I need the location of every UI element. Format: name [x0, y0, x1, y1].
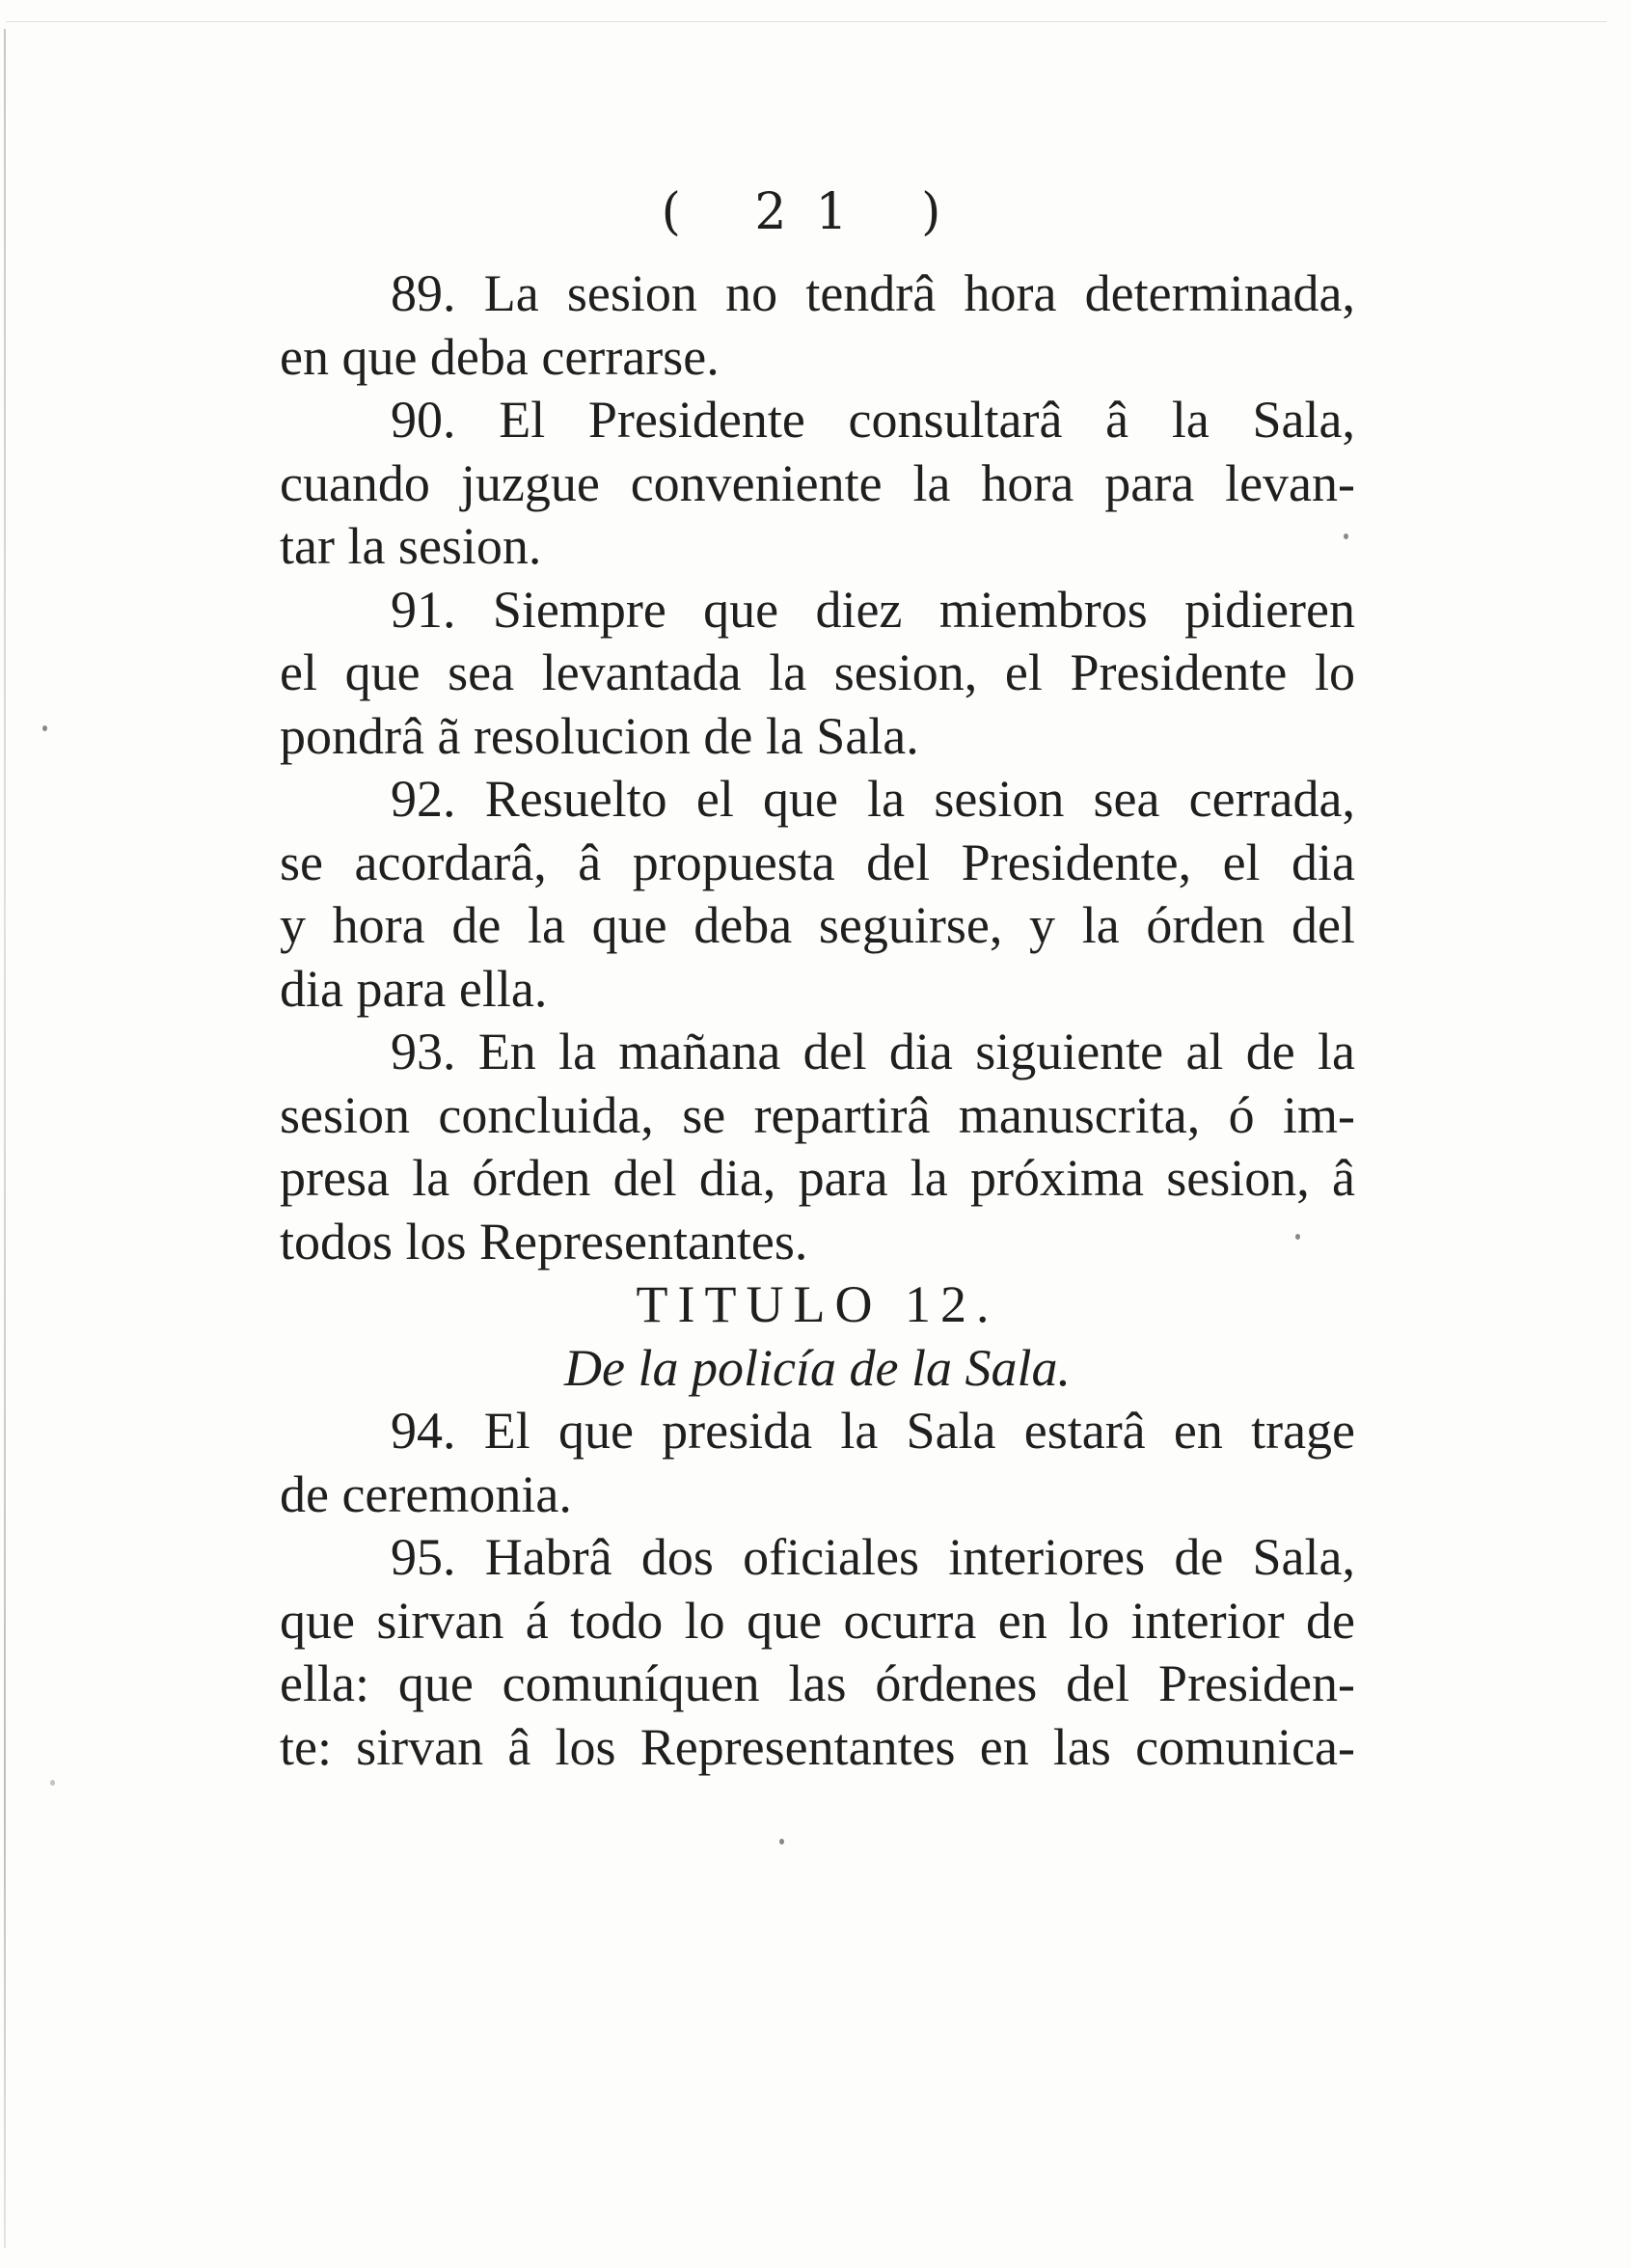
text-line: el que sea levantada la sesion, el Presidente lo — [280, 643, 1355, 701]
text-line: 95. Habrâ dos oficiales interiores de Sala, — [391, 1528, 1355, 1586]
text-line: 89. La sesion no tendrâ hora determinada, — [391, 264, 1355, 322]
text-line: tar la sesion. — [280, 517, 542, 575]
text-line: de ceremonia. — [280, 1464, 572, 1523]
text-line: y hora de la que deba seguirse, y la órden del — [280, 896, 1355, 954]
page-number: ( 21 ) — [661, 183, 970, 241]
ink-speck — [50, 1780, 55, 1786]
ink-speck — [42, 725, 47, 731]
text-line: TITULO 12. — [636, 1275, 999, 1333]
page-edge-top — [6, 21, 1607, 22]
text-line: dia para ella. — [280, 959, 548, 1018]
text-line: presa la órden del dia, para la próxima sesion, â — [280, 1149, 1355, 1207]
text-line: cuando juzgue conveniente la hora para levan- — [280, 453, 1355, 512]
text-line: 91. Siempre que diez miembros pidieren — [391, 580, 1355, 639]
text-line: todos los Representantes. — [280, 1212, 808, 1271]
ink-speck — [1344, 533, 1348, 539]
text-line: en que deba cerrarse. — [280, 327, 720, 386]
ink-speck — [779, 1839, 784, 1844]
text-line: 92. Resuelto el que la sesion sea cerrada, — [391, 770, 1355, 828]
text-line: que sirvan á todo lo que ocurra en lo interior de — [280, 1591, 1355, 1650]
text-line: pondrâ ã resolucion de la Sala. — [280, 706, 919, 765]
text-line: 94. El que presida la Sala estarâ en trage — [391, 1402, 1355, 1460]
ink-speck — [1295, 1234, 1300, 1240]
page-edge-left — [4, 29, 6, 2248]
text-line: sesion concluida, se repartirâ manuscrita, ó im- — [280, 1085, 1355, 1144]
text-line: De la policía de la Sala. — [564, 1338, 1071, 1397]
text-line: ella: que comuníquen las órdenes del Presiden- — [280, 1654, 1355, 1712]
text-body — [280, 262, 1355, 1779]
text-line: 93. En la mañana del dia siguiente al de la — [391, 1023, 1355, 1080]
text-line: te: sirvan â los Representantes en las comunica- — [280, 1717, 1355, 1776]
text-line: se acordarâ, â propuesta del Presidente, el dia — [280, 833, 1355, 891]
text-line: 90. El Presidente consultarâ â la Sala, — [391, 391, 1355, 449]
